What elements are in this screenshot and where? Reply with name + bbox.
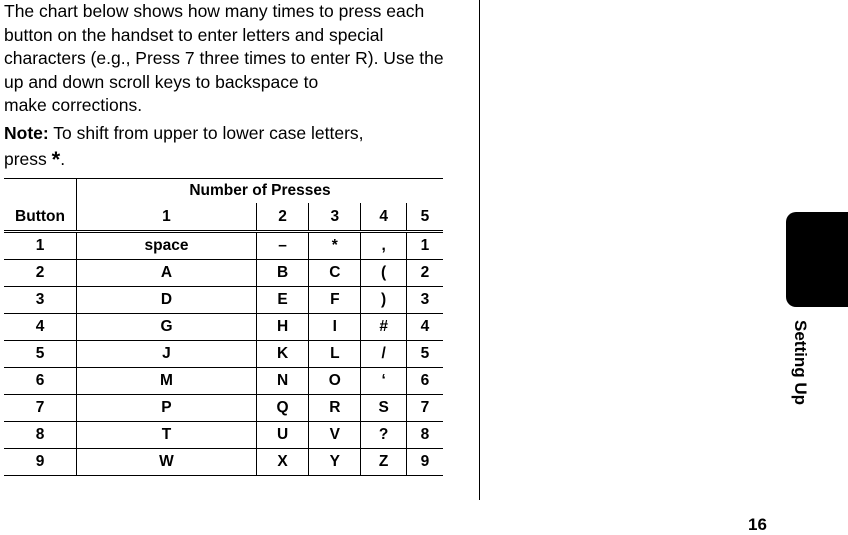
key-press-chart: [4, 178, 443, 476]
intro-line: The chart below shows how many times to press each: [4, 1, 425, 21]
button-cell: 9: [4, 449, 77, 476]
character-cell: 2: [406, 260, 443, 287]
table-row: [4, 341, 443, 368]
character-cell: J: [77, 341, 257, 368]
number-of-presses-header: Number of Presses: [77, 179, 444, 204]
chart-body: [4, 232, 443, 476]
button-cell: 7: [4, 395, 77, 422]
button-column-header: Button: [4, 179, 77, 232]
note-text: To shift from upper to lower case letters,: [48, 123, 364, 143]
character-cell: W: [77, 449, 257, 476]
character-cell: Z: [361, 449, 406, 476]
character-cell: F: [309, 287, 361, 314]
table-row: [4, 368, 443, 395]
table-row: [4, 449, 443, 476]
button-cell: 5: [4, 341, 77, 368]
character-cell: A: [77, 260, 257, 287]
character-cell: N: [256, 368, 308, 395]
button-cell: 4: [4, 314, 77, 341]
button-cell: 2: [4, 260, 77, 287]
character-cell: K: [256, 341, 308, 368]
page-number: 16: [748, 515, 767, 534]
character-cell: C: [309, 260, 361, 287]
character-cell: 3: [406, 287, 443, 314]
note-paragraph: [4, 120, 474, 173]
character-cell: ): [361, 287, 406, 314]
character-cell: (: [361, 260, 406, 287]
note-press: press: [4, 149, 52, 169]
button-cell: 8: [4, 422, 77, 449]
table-row: [4, 422, 443, 449]
character-cell: *: [309, 232, 361, 260]
character-cell: ?: [361, 422, 406, 449]
character-cell: T: [77, 422, 257, 449]
table-row: [4, 260, 443, 287]
character-cell: ‘: [361, 368, 406, 395]
character-cell: D: [77, 287, 257, 314]
character-cell: R: [309, 395, 361, 422]
table-row: [4, 232, 443, 260]
character-cell: U: [256, 422, 308, 449]
button-cell: 3: [4, 287, 77, 314]
character-cell: 1: [406, 232, 443, 260]
character-cell: 6: [406, 368, 443, 395]
character-cell: E: [256, 287, 308, 314]
button-cell: 1: [4, 232, 77, 260]
section-label: Setting Up: [791, 320, 810, 405]
column-divider: [479, 0, 480, 500]
character-cell: space: [77, 232, 257, 260]
intro-line: up and down scroll keys to backspace to: [4, 71, 319, 92]
character-cell: #: [361, 314, 406, 341]
press-count-header: 1: [77, 203, 257, 232]
character-cell: 9: [406, 449, 443, 476]
character-cell: 8: [406, 422, 443, 449]
character-cell: H: [256, 314, 308, 341]
section-tab-marker: [786, 212, 848, 307]
character-cell: V: [309, 422, 361, 449]
character-cell: M: [77, 368, 257, 395]
character-cell: X: [256, 449, 308, 476]
character-cell: B: [256, 260, 308, 287]
character-cell: I: [309, 314, 361, 341]
intro-line: button on the handset to enter letters and special: [4, 24, 384, 45]
character-cell: Y: [309, 449, 361, 476]
note-label: Note:: [4, 123, 49, 143]
character-cell: 5: [406, 341, 443, 368]
table-row: [4, 287, 443, 314]
character-cell: G: [77, 314, 257, 341]
character-cell: 7: [406, 395, 443, 422]
press-count-header: 4: [361, 203, 406, 232]
star-key-symbol: *: [51, 147, 61, 172]
table-row: [4, 395, 443, 422]
note-period: .: [60, 149, 66, 169]
character-cell: S: [361, 395, 406, 422]
press-count-header: 5: [406, 203, 443, 232]
table-row: [4, 314, 443, 341]
character-cell: /: [361, 341, 406, 368]
intro-line: make corrections.: [4, 95, 143, 115]
intro-paragraph: [4, 0, 474, 118]
character-cell: 4: [406, 314, 443, 341]
button-cell: 6: [4, 368, 77, 395]
character-cell: P: [77, 395, 257, 422]
character-cell: Q: [256, 395, 308, 422]
press-count-header: 2: [256, 203, 308, 232]
character-cell: –: [256, 232, 308, 260]
intro-line: characters (e.g., Press 7 three times to enter R). Use the: [4, 48, 444, 68]
character-cell: L: [309, 341, 361, 368]
character-cell: ,: [361, 232, 406, 260]
press-count-header: 3: [309, 203, 361, 232]
character-cell: O: [309, 368, 361, 395]
